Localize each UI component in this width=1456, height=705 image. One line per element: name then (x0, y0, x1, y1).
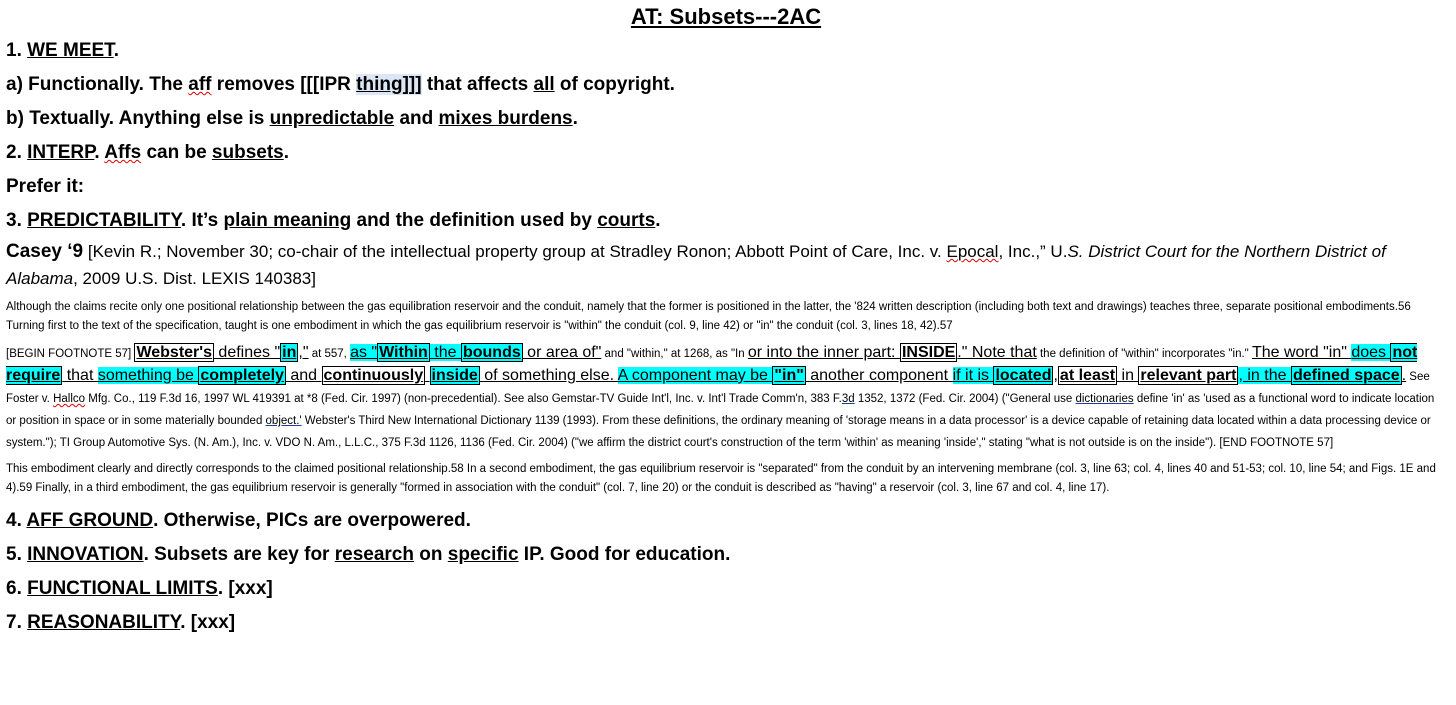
point-keyword: AFF GROUND (26, 510, 154, 531)
card-citation (6, 238, 1446, 292)
point-number: 5. (6, 544, 28, 565)
underlined-text: . (1401, 367, 1407, 384)
point-keyword: FUNCTIONAL LIMITS (27, 578, 218, 599)
highlighted-word: defined space (1292, 367, 1400, 384)
point-text: . [xxx] (180, 612, 236, 633)
text: See Foster v. (6, 371, 1430, 405)
underlined-text: , (1053, 367, 1058, 384)
point-aff-ground (6, 504, 1446, 538)
point-text: . Otherwise, PICs are overpowered. (153, 510, 471, 531)
point-number: 7. (6, 612, 28, 633)
point-number: 3. (6, 210, 28, 231)
point-innovation (6, 538, 1446, 572)
underlined-text: ." Note that (957, 344, 1037, 361)
underlined-text: that (62, 367, 98, 384)
text: . (572, 108, 578, 129)
spellcheck-word: Epocal (946, 242, 999, 261)
point-number: 6. (6, 578, 28, 599)
text: [BEGIN FOOTNOTE 57] (6, 348, 135, 360)
highlighted-text: if it is (952, 367, 994, 384)
underlined-text: and (285, 367, 322, 384)
prefer-it: Prefer it: (6, 176, 85, 197)
text: and the definition used by (351, 210, 598, 231)
spellcheck-word: Hallco (53, 393, 86, 405)
citation-tag: Casey ‘9 (6, 241, 84, 262)
text: . (655, 210, 661, 231)
card-paragraph-1: Although the claims recite only one positional relationship between the gas equilibration reservoir and the conduit, namely that the former is positioned in the latter, the '824 written description (including both text and drawings) teaches three, separate positional embodiments.56 Turning first to the text of the specification, taught is one embodiment in which the gas equilibrium reservoir is "within" the conduit (col. 9, line 42) or "in" the conduit (col. 3, lines 18, 42).57 (6, 301, 1411, 332)
text: Webster's Third New International Dictionary 1139 (1993). From these definitions, the ordinary meaning of 'storage means in a data processor' is a device capable of retaining data located within a data processing device or system."); TI Group Automotive Sys. (N. Am.), Inc. v. VDO N. Am., L.L.C., 375 F.3d 1126, 1136 (Fed. Cir. 2004) ("we affirm the district court's construction of the term 'within' as meaning 'inside'," stating "what is not outside is on the inside"). [END FOOTNOTE 57] (6, 415, 1431, 449)
underlined-text: or into the inner part: (747, 344, 900, 361)
text: define 'in' as 'used as a functional word to indicate location or position in space or in some materially bounded (6, 393, 1435, 427)
highlighted-word: "in" (774, 367, 804, 384)
card-footnote (6, 342, 1446, 454)
spellcheck-word: aff (188, 74, 212, 95)
card-paragraph-2: This embodiment clearly and directly corresponds to the claimed positional relationship.58 In a second embodiment, the gas equilibrium reservoir is "separated" from the conduit by an intervening membrane (col. 3, line 63; col. 4, lines 40 and 51-53; col. 10, line 54; and Figs. 1E and 4).59 Finally, in a third embodiment, the gas equilibrium reservoir is generally "formed in association with the conduit" (col. 7, line 20) or the conduit is described as "having" a reservoir (col. 3, line 67 and col. 4, line 17). (6, 463, 1436, 494)
highlighted-text: , in the (1238, 367, 1291, 384)
point-interp (6, 136, 1446, 170)
citation-text: , 2009 U.S. Dist. LEXIS 140383] (73, 269, 316, 288)
highlighted-text: something be (97, 367, 199, 384)
highlighted-word: located (995, 367, 1052, 384)
underlined-word: subsets (211, 142, 284, 163)
text: . Subsets are key for (143, 544, 335, 565)
grammar-word: object.' (265, 415, 302, 427)
grammar-word: dictionaries (1075, 393, 1134, 405)
citation-italic: S. District Court for the Northern District of Alabama (6, 242, 1386, 288)
grammar-word: 3d (841, 393, 855, 405)
point-text: . (113, 40, 119, 61)
underlined-text: ," (298, 344, 309, 361)
text: and (394, 108, 439, 129)
underlined-text (425, 367, 429, 384)
text: can be (141, 142, 212, 163)
text: 1352, 1372 (Fed. Cir. 2004) ("General use (854, 393, 1076, 405)
underlined-text: of something else. (479, 367, 618, 384)
text: . It’s (180, 210, 224, 231)
point-number: 2. (6, 142, 28, 163)
text: on (413, 544, 448, 565)
document-title: AT: Subsets---2AC (630, 4, 822, 29)
boxed-word: INSIDE (901, 344, 956, 361)
citation-text: , Inc.,” U. (998, 242, 1068, 261)
point-keyword: REASONABILITY (27, 612, 181, 633)
underlined-word: all (533, 74, 555, 95)
point-textually (6, 102, 1446, 136)
text: removes [[[IPR (211, 74, 357, 95)
highlighted-word: inside (431, 367, 478, 384)
underlined-word: unpredictable (269, 108, 395, 129)
point-keyword: INNOVATION (27, 544, 144, 565)
point-keyword: PREDICTABILITY (27, 210, 181, 231)
spellcheck-word: Affs (104, 142, 142, 163)
text: the definition of "within" incorporates "in." (1036, 348, 1252, 360)
point-number: 1. (6, 40, 28, 61)
boxed-word: relevant part (1140, 367, 1237, 384)
selected-word: thing]]] (356, 74, 422, 95)
point-we-meet (6, 34, 1446, 68)
boxed-word: continuously (323, 367, 424, 384)
boxed-word: Webster's (136, 344, 212, 361)
highlighted-word: Within (379, 344, 428, 361)
text: b) Textually. Anything else is (6, 108, 270, 129)
underlined-text: defines " (213, 344, 281, 361)
underlined-word: courts (597, 210, 656, 231)
citation-text: [Kevin R.; November 30; co-chair of the intellectual property group at Stradley Ronon; Abbott Point of Care, Inc. v. (83, 242, 947, 261)
underlined-word: mixes burdens (438, 108, 573, 129)
document-page (6, 0, 1446, 640)
point-keyword: INTERP (27, 142, 95, 163)
highlighted-word: not require (6, 344, 1418, 384)
highlighted-word: bounds (462, 344, 521, 361)
text: that affects (421, 74, 534, 95)
text: and "within," at 1268, as "In (601, 348, 748, 360)
boxed-word: at least (1059, 367, 1116, 384)
underlined-word: specific (447, 544, 519, 565)
point-text: . [xxx] (217, 578, 273, 599)
highlighted-text: the (429, 344, 461, 361)
point-predictability (6, 204, 1446, 238)
point-functional-limits (6, 572, 1446, 606)
text: . (283, 142, 290, 163)
text: IP. Good for education. (518, 544, 731, 565)
text: a) Functionally. The (6, 74, 189, 95)
underlined-text: The word "in" (1251, 344, 1352, 361)
point-keyword: WE MEET (27, 40, 114, 61)
highlighted-word: in (282, 344, 297, 361)
underlined-word: plain meaning (223, 210, 352, 231)
text: . (94, 142, 105, 163)
point-functionally (6, 68, 1446, 102)
highlighted-text: does (1351, 344, 1391, 361)
highlighted-text: A component may be (617, 367, 773, 384)
point-reasonability (6, 606, 1446, 640)
highlighted-word: completely (200, 367, 284, 384)
text: of copyright. (554, 74, 675, 95)
underlined-text: another component (805, 367, 953, 384)
text: Mfg. Co., 119 F.3d 16, 1997 WL 419391 at *8 (Fed. Cir. 1997) (non-precedential). See also Gemstar-TV Guide Int'l, Inc. v. Int'l Trade Comm'n, 383 F. (85, 393, 842, 405)
underlined-text: or area of" (522, 344, 602, 361)
underlined-text: in (1117, 367, 1139, 384)
text: at 557, (308, 348, 351, 360)
underlined-word: research (334, 544, 414, 565)
highlighted-text: as " (350, 344, 378, 361)
point-number: 4. (6, 510, 27, 531)
